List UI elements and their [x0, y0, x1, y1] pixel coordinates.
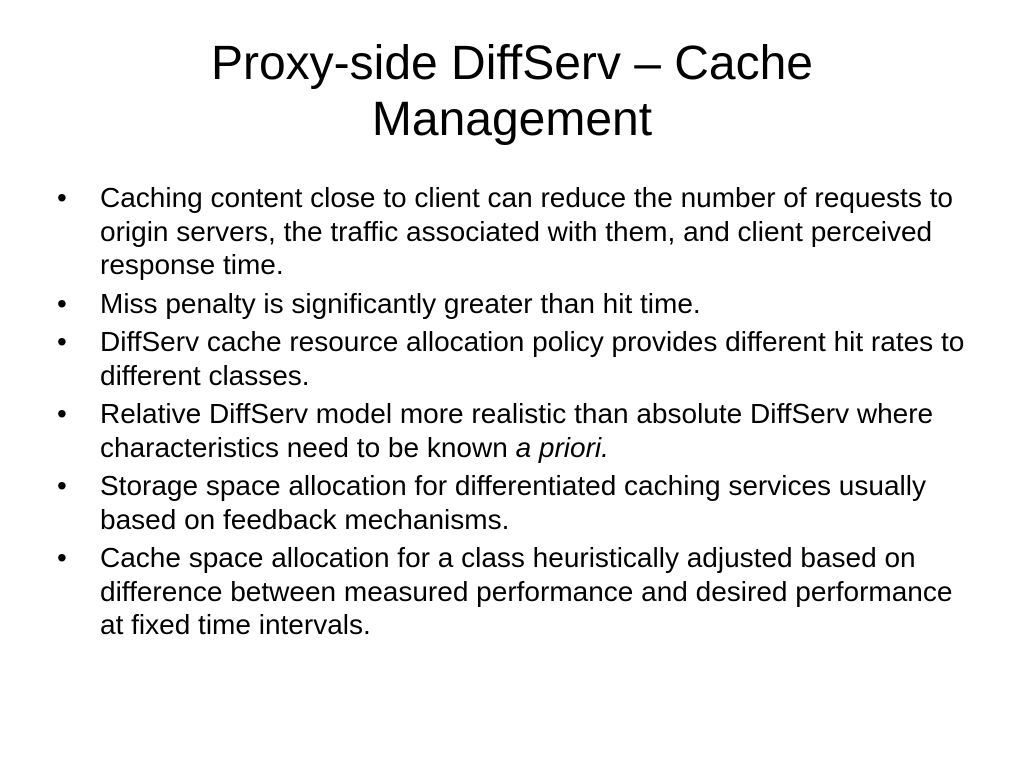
- bullet-icon: •: [57, 470, 67, 501]
- bullet-text: DiffServ cache resource allocation policy provides different hit rates to different classes.: [100, 326, 965, 391]
- bullet-item: [57, 325, 977, 392]
- bullet-list: [57, 181, 977, 647]
- bullet-text: Cache space allocation for a class heuristically adjusted based on difference between measured performance and desired performance at fixed time intervals.: [100, 542, 953, 640]
- bullet-item: [57, 287, 977, 321]
- bullet-icon: •: [57, 287, 67, 319]
- slide-title-line-2: Management: [371, 93, 653, 146]
- bullet-text: Relative DiffServ model more realistic than absolute DiffServ where characteristics need to be known: [100, 398, 934, 463]
- bullet-text: Caching content close to client can reduce the number of requests to origin servers, the traffic associated with them, and client perceived response time.: [100, 182, 953, 280]
- bullet-icon: •: [57, 398, 67, 429]
- slide-title-line-1: Proxy-side DiffServ – Cache: [210, 37, 813, 90]
- bullet-emphasis: a priori.: [515, 431, 609, 463]
- bullet-item: [57, 541, 977, 642]
- bullet-item: [57, 469, 977, 536]
- bullet-icon: •: [57, 542, 67, 573]
- bullet-item: [57, 397, 977, 464]
- bullet-text: Storage space allocation for differentiated caching services usually based on feedback mechanisms.: [100, 470, 926, 535]
- bullet-icon: •: [57, 326, 67, 357]
- bullet-icon: •: [57, 182, 67, 213]
- slide-title: [60, 36, 964, 148]
- bullet-item: [57, 181, 977, 282]
- bullet-text: Miss penalty is significantly greater than hit time.: [100, 287, 701, 319]
